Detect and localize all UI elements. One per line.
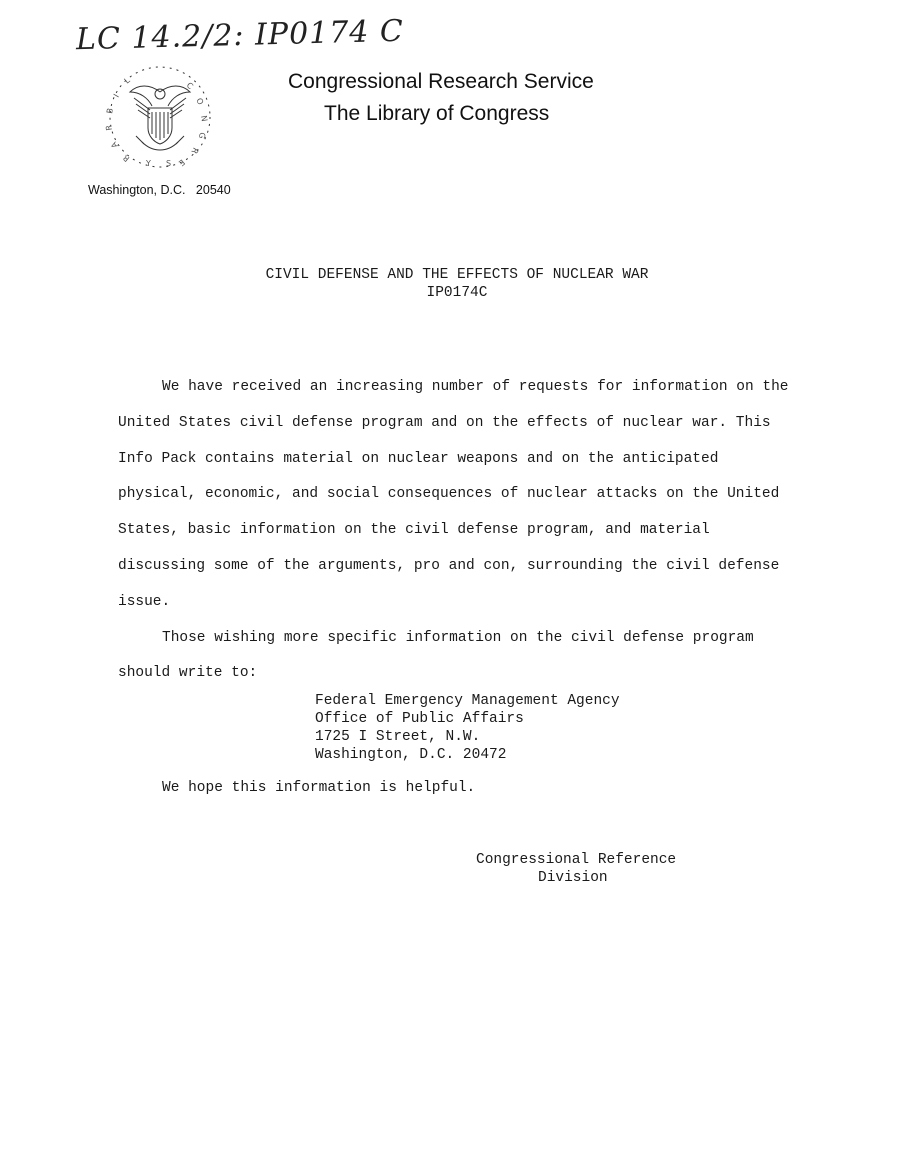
closing-line: We hope this information is helpful. — [162, 780, 476, 796]
letterhead — [288, 66, 608, 130]
signature-line-1: Congressional Reference — [476, 852, 677, 868]
body-paragraph-1: We have received an increasing number of requests for information on the United States civil defense program and on the effects of nuclear war. This Info Pack contains material on nuclear weapons and on the anticipated physical, economic, and social consequences of nuclear attacks on the United States, basic information on the civil defense program, and material discussing some of the arguments, pro and con, surrounding the civil defense issue. — [118, 379, 789, 610]
letterhead-institution: The Library of Congress — [324, 102, 550, 125]
svg-text:A: A — [109, 140, 120, 150]
handwritten-call-number: LC 14.2/2: IP0174 C — [75, 13, 405, 58]
body-paragraph-2: Those wishing more specific information on the civil defense program should write to: — [118, 629, 754, 682]
address-line-agency: Federal Emergency Management Agency — [315, 693, 620, 709]
svg-text:Y: Y — [146, 159, 151, 168]
signature-block — [476, 851, 676, 887]
document-body — [118, 370, 798, 692]
svg-text:N: N — [199, 114, 209, 123]
letterhead-address — [88, 183, 231, 197]
address-line-city: Washington, D.C. 20472 — [315, 747, 507, 763]
svg-text:G: G — [196, 131, 207, 140]
svg-text:R: R — [121, 152, 132, 164]
svg-text:E: E — [176, 157, 187, 168]
letterhead-city: Washington, D.C. — [88, 183, 186, 197]
library-of-congress-seal-icon — [100, 62, 220, 172]
svg-text:C: C — [184, 80, 195, 92]
document-title: CIVIL DEFENSE AND THE EFFECTS OF NUCLEAR WAR — [265, 267, 649, 283]
svg-text:O: O — [194, 96, 206, 107]
svg-text:L: L — [122, 75, 132, 86]
svg-text:R: R — [189, 146, 201, 156]
svg-text:I: I — [111, 92, 121, 99]
letterhead-zip: 20540 — [195, 183, 231, 197]
svg-text:B: B — [105, 107, 115, 115]
mailing-address — [315, 692, 620, 764]
document-code: IP0174C — [426, 285, 488, 301]
svg-text:S: S — [166, 159, 172, 168]
signature-line-2: Division — [538, 870, 608, 886]
svg-text:R: R — [104, 124, 114, 132]
address-line-office: Office of Public Affairs — [315, 711, 524, 727]
address-line-street: 1725 I Street, N.W. — [315, 729, 481, 745]
letterhead-organization: Congressional Research Service — [288, 70, 594, 93]
